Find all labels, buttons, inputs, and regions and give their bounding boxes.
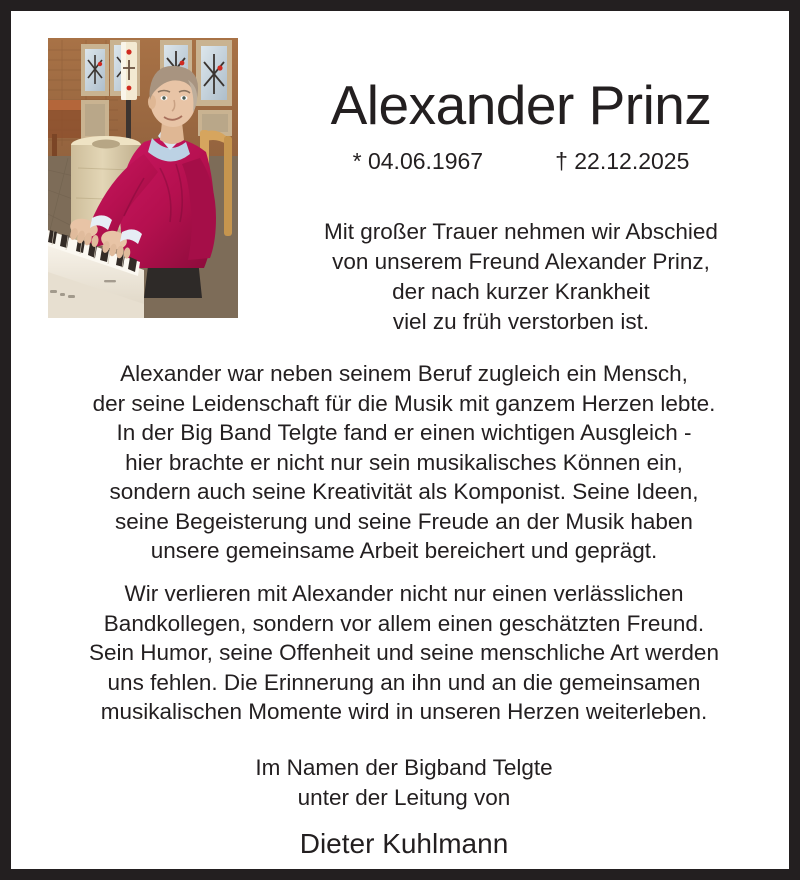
intro-line: der nach kurzer Krankheit [392,279,650,304]
paragraph-line: der seine Leidenschaft für die Musik mit ganzem Herzen lebte. [92,390,716,416]
paragraph-line: In der Big Band Telgte fand er einen wichtigen Ausgleich - [116,420,692,445]
paragraph-line: unsere gemeinsame Arbeit bereichert und geprägt. [150,538,658,563]
death-date: † 22.12.2025 [555,148,690,174]
paragraph-line: sondern auch seine Kreativität als Komponist. Seine Ideen, [109,479,699,504]
paragraph-line: Wir verlieren mit Alexander nicht nur einen verlässlichen [124,581,684,606]
deceased-photo [48,38,238,318]
life-dates [259,147,783,175]
paragraph-line: uns fehlen. Die Erinnerung an ihn und an die gemeinsamen [107,669,701,695]
conductor-name: Dieter Kuhlmann [299,828,509,859]
paragraph-line: Alexander war neben seinem Beruf zugleich ein Mensch, [120,361,688,386]
tribute-paragraph-2 [25,579,783,727]
paragraph-line: seine Begeisterung und seine Freude an der Musik haben [115,508,693,534]
photo-illustration [48,38,238,318]
paragraph-line: hier brachte er nicht nur sein musikalisches Können ein, [125,449,683,475]
deceased-name: Alexander Prinz [330,74,712,136]
intro-text [259,217,783,337]
intro-line: Mit großer Trauer nehmen wir Abschied [324,219,718,244]
closing-block [25,753,783,861]
intro-line: von unserem Freund Alexander Prinz, [332,249,710,274]
notice-inner [11,11,789,869]
header-block [259,73,783,175]
intro-line: viel zu früh verstorben ist. [392,309,650,334]
organization-line: Im Namen der Bigband Telgte [255,755,553,780]
paragraph-line: musikalischen Momente wird in unseren Herzen weiterleben. [100,699,708,724]
paragraph-line: Sein Humor, seine Offenheit und seine menschliche Art werden [89,640,719,665]
leadership-line: unter der Leitung von [297,785,511,810]
tribute-paragraph-1 [25,359,783,566]
birth-date: * 04.06.1967 [352,148,484,174]
paragraph-line: Bandkollegen, sondern vor allem einen geschätzten Freund. [103,610,705,636]
